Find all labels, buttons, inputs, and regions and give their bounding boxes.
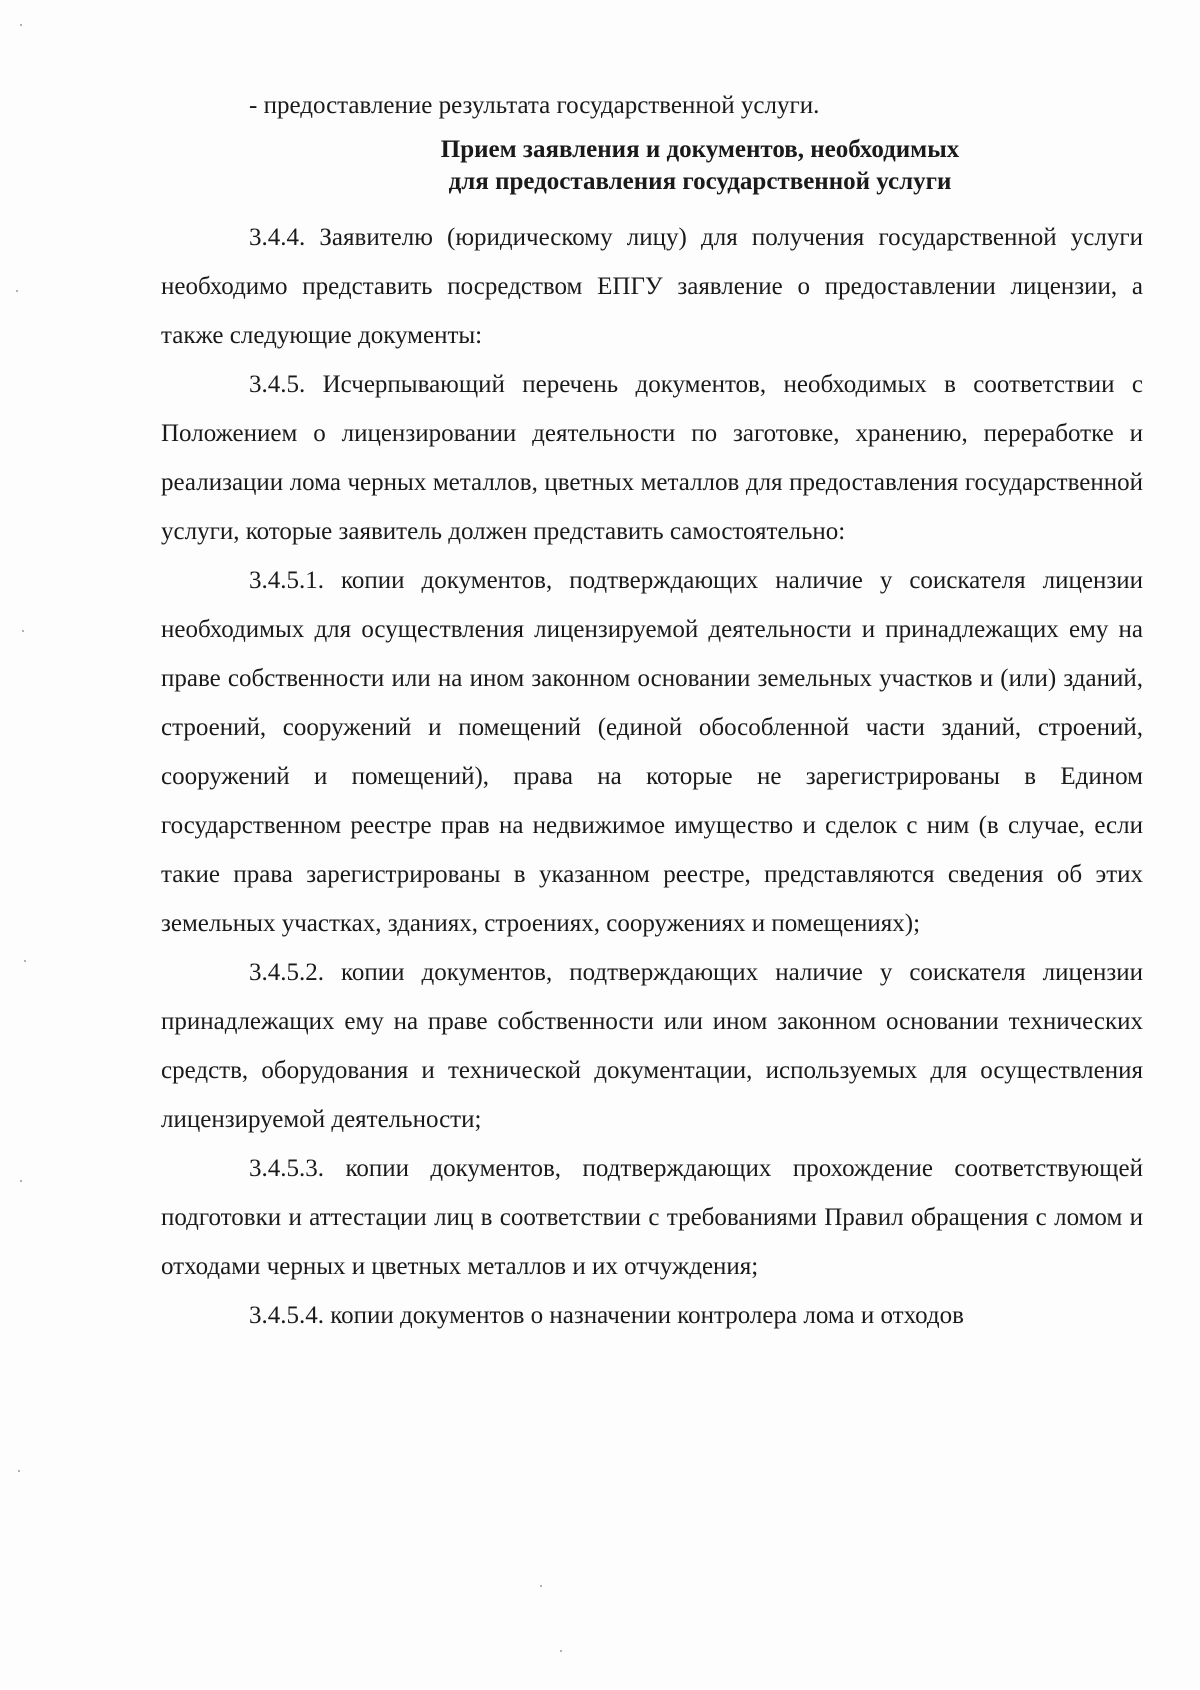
- paragraph-3-4-5-2: 3.4.5.2. копии документов, подтверждающих наличие у соискателя лицензии принадлежащих ему на праве собственности или ином законном основании технических средств, оборудования и технической документации, используемых для осуществления лицензируемой деятельности;: [161, 959, 1143, 1133]
- scan-speck: [560, 1650, 562, 1652]
- scan-speck: [20, 24, 22, 26]
- intro-line: - предоставление результата государственной услуги.: [249, 92, 820, 119]
- paragraph-3-4-5: 3.4.5. Исчерпывающий перечень документов, необходимых в соответствии с Положением о лицензировании деятельности по заготовке, хранению, переработке и реализации лома черных металлов, цветных металлов для предоставления государственной услуги, которые заявитель должен представить самостоятельно:: [161, 371, 1143, 545]
- section-heading: [257, 134, 1143, 198]
- section-heading-line-1: Прием заявления и документов, необходимых: [440, 136, 960, 163]
- paragraph-3-4-5-3: 3.4.5.3. копии документов, подтверждающих прохождение соответствующей подготовки и аттестации лиц в соответствии с требованиями Правил обращения с ломом и отходами черных и цветных металлов и их отчуждения;: [161, 1155, 1143, 1280]
- section-heading-line-2: для предоставления государственной услуги: [448, 168, 952, 195]
- scan-speck: [18, 1470, 20, 1472]
- scan-speck: [20, 1180, 22, 1182]
- paragraph-3-4-5-1: 3.4.5.1. копии документов, подтверждающих наличие у соискателя лицензии необходимых для осуществления лицензируемой деятельности и принадлежащих ему на праве собственности или на ином законном основании земельных участков и (или) зданий, строений, сооружений и помещений (единой обособленной части зданий, строений, сооружений и помещений), права на которые не зарегистрированы в Едином государственном реестре прав на недвижимое имущество и сделок с ним (в случае, если такие права зарегистрированы в указанном реестре, представляются сведения об этих земельных участках, зданиях, строениях, сооружениях и помещениях);: [161, 567, 1143, 937]
- paragraph-3-4-4: 3.4.4. Заявителю (юридическому лицу) для получения государственной услуги необходимо представить посредством ЕПГУ заявление о предоставлении лицензии, а также следующие документы:: [161, 224, 1143, 349]
- scan-speck: [540, 1585, 542, 1587]
- scan-speck: [16, 290, 18, 292]
- paragraph-3-4-5-4: 3.4.5.4. копии документов о назначении контролера лома и отходов: [249, 1302, 964, 1329]
- scan-speck: [22, 630, 24, 632]
- scan-speck: [24, 960, 26, 962]
- document-body: [161, 90, 1143, 1340]
